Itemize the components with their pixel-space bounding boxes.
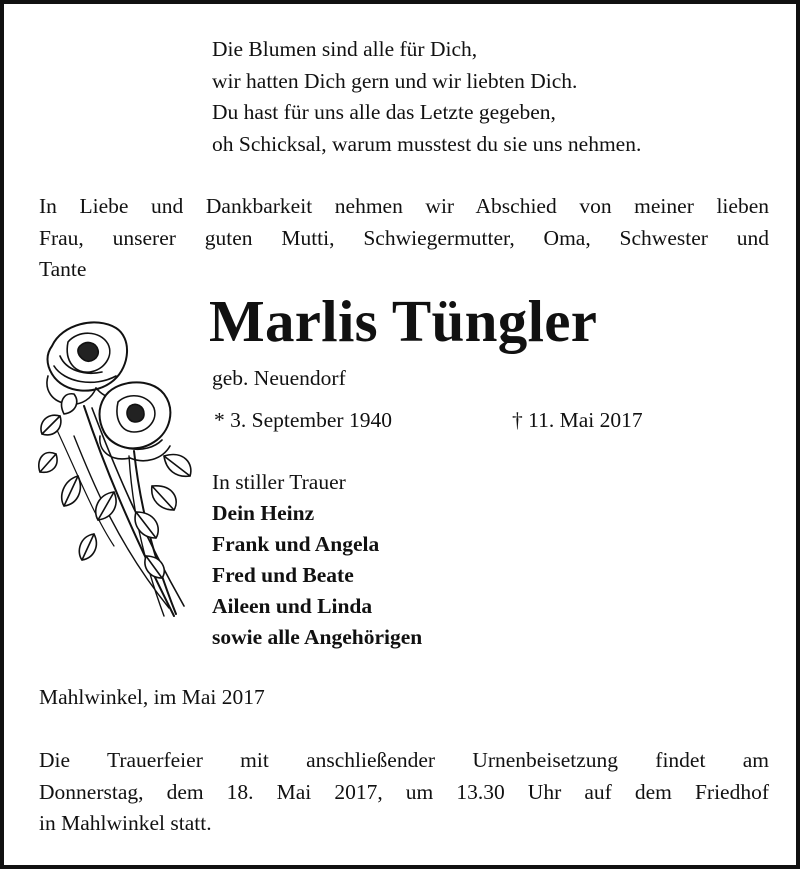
mourner-name: Dein Heinz bbox=[212, 501, 315, 525]
poem-line: Du hast für uns alle das Letzte gegeben, bbox=[212, 100, 556, 124]
birth-date: * 3. September 1940 bbox=[214, 408, 392, 432]
roses-illustration-icon bbox=[34, 316, 204, 626]
memorial-poem bbox=[212, 34, 641, 160]
funeral-line: Donnerstag, dem 18. Mai 2017, um 13.30 Uhr auf dem Friedhof bbox=[39, 779, 769, 804]
mourner-name: Aileen und Linda bbox=[212, 594, 373, 618]
maiden-name: geb. Neuendorf bbox=[212, 366, 346, 390]
funeral-announcement bbox=[39, 745, 769, 840]
intro-line: In Liebe und Dankbarkeit nehmen wir Abschied von meiner lieben bbox=[39, 194, 769, 218]
funeral-line: in Mahlwinkel statt. bbox=[39, 811, 212, 835]
mourning-heading: In stiller Trauer bbox=[212, 470, 346, 494]
mourner-name: sowie alle Angehörigen bbox=[212, 625, 423, 649]
deceased-name: Marlis Tüngler bbox=[209, 288, 598, 354]
place-and-date: Mahlwinkel, im Mai 2017 bbox=[39, 685, 265, 709]
poem-line: wir hatten Dich gern und wir liebten Dich. bbox=[212, 68, 578, 93]
funeral-line: Die Trauerfeier mit anschließender Urnenbeisetzung findet am bbox=[39, 748, 769, 772]
poem-line: Die Blumen sind alle für Dich, bbox=[212, 37, 478, 61]
farewell-intro bbox=[39, 191, 769, 286]
mourners-block bbox=[212, 467, 422, 653]
death-date: † 11. Mai 2017 bbox=[512, 408, 643, 432]
intro-line: Frau, unserer guten Mutti, Schwiegermutter, Oma, Schwester und bbox=[39, 225, 769, 250]
mourner-name: Frank und Angela bbox=[212, 532, 380, 556]
mourner-name: Fred und Beate bbox=[212, 563, 354, 587]
poem-line: oh Schicksal, warum musstest du sie uns nehmen. bbox=[212, 131, 642, 156]
intro-line: Tante bbox=[39, 257, 87, 281]
